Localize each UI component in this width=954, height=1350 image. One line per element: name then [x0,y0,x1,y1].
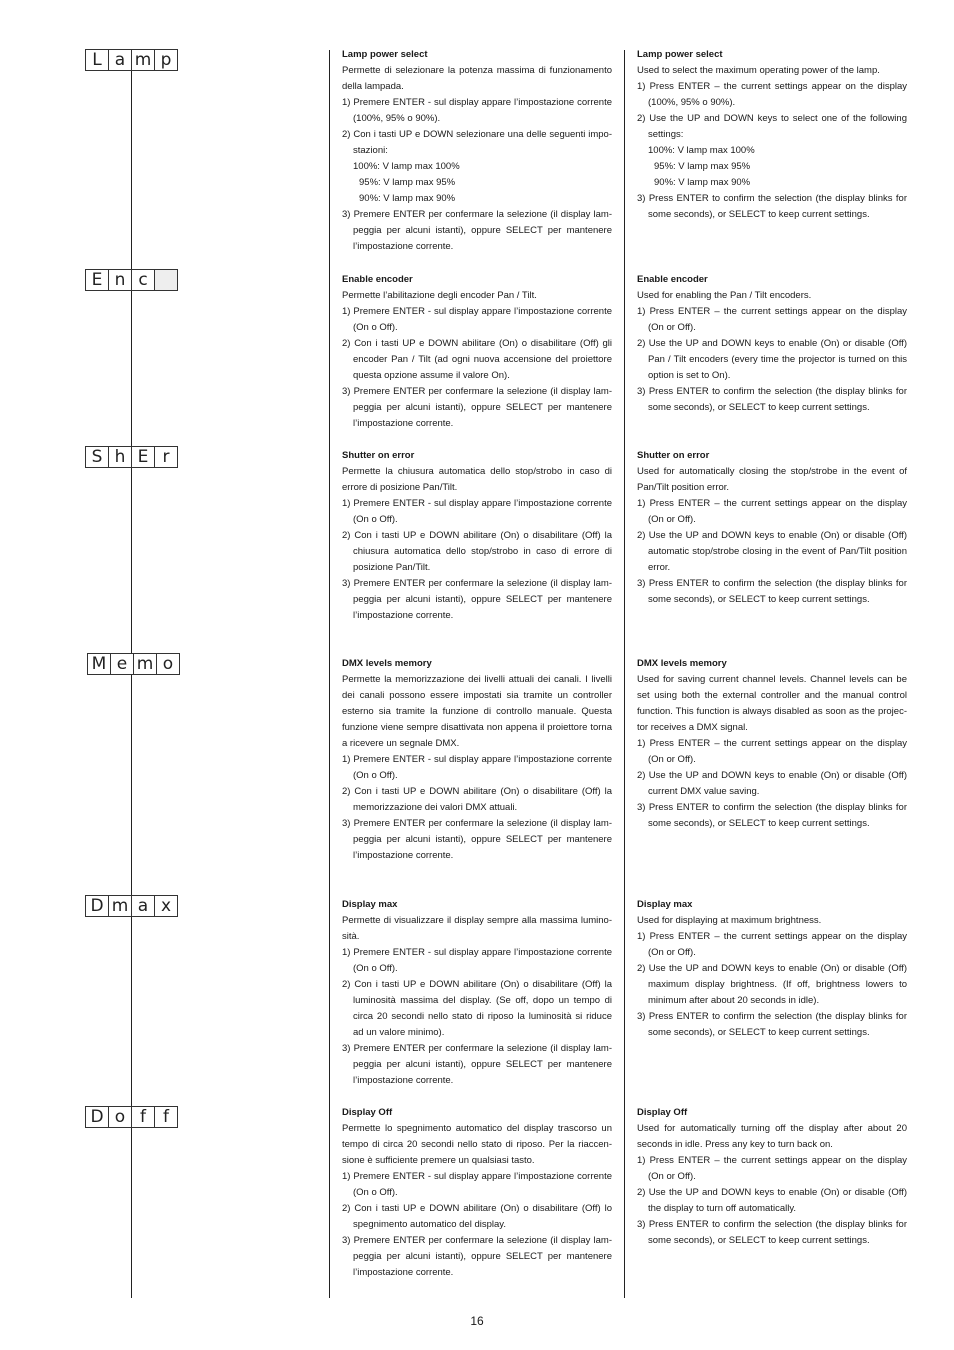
lcd-code-doff [85,1106,177,1128]
section-title: Lamp power select [342,49,428,60]
lcd-char: o [108,1106,132,1128]
option-100: 100%: V lamp max 100% [648,145,755,156]
step-1: 1) Premere ENTER - sul display appare l’impostazione corrente (On o Off). [342,498,612,525]
lcd-char [154,269,178,291]
section-title: Enable encoder [637,274,708,285]
section-description: Permette la memorizzazione dei livelli attuali dei canali. I livelli dei canali possono essere impostati sia tramite un controller esterno sia tramite la funzione di controllo manuale. Questa funzione viene sempre disattivata non appena il proiettore torna a ricevere un segnale DMX. [342,674,612,749]
lcd-char: e [110,653,134,675]
section-title: DMX levels memory [342,658,432,669]
option-90: 90%: V lamp max 90% [654,177,751,188]
section-title: Display Off [342,1107,393,1118]
lcd-char: f [131,1106,155,1128]
step-3: 3) Premere ENTER per confermare la selezione (il display lampeggia per alcuni istanti), oppure SELECT per mantenere l’impostazione corrente. [342,209,612,252]
step-2: 2) Use the UP and DOWN keys to enable (On) or disable (Off) the display to turn off automatically. [637,1187,907,1214]
english-column-line [624,50,625,1298]
lcd-code-memo [87,653,179,675]
lcd-code-sher [85,446,177,468]
lcd-char: p [154,49,178,71]
step-1: 1) Premere ENTER - sul display appare l’impostazione corrente (On o Off). [342,947,612,974]
step-2: 2) Use the UP and DOWN keys to select one of the following settings: [637,113,907,140]
lcd-char: o [156,653,180,675]
step-2: 2) Con i tasti UP e DOWN abilitare (On) o disabilitare (Off) la luminosità massima del display. (Se off, dopo un tempo di circa 20 secondi nello stato di riposo la luminosità si riduce ad un valore minimo). [342,979,612,1038]
it-section-display-max [342,897,612,1089]
en-section-display-off [637,1105,907,1249]
step-1: 1) Press ENTER – the current settings appear on the display (100%, 95% o 90%). [637,81,907,108]
option-100: 100%: V lamp max 100% [353,161,460,172]
step-3: 3) Premere ENTER per confermare la selezione (il display lampeggia per alcuni istanti), oppure SELECT per mantenere l’impostazione corrente. [342,1235,612,1278]
lcd-char: D [85,895,109,917]
page-number: 16 [470,1314,484,1328]
lcd-char: a [131,895,155,917]
section-title: Shutter on error [637,450,710,461]
lcd-char: m [131,49,155,71]
en-section-lamp-power [637,47,907,223]
step-3: 3) Press ENTER to confirm the selection (the display blinks for some seconds), or SELECT to keep current settings. [637,578,907,605]
section-title: Lamp power select [637,49,723,60]
step-1: 1) Premere ENTER - sul display appare l’impostazione corrente (On o Off). [342,306,612,333]
step-3: 3) Press ENTER to confirm the selection (the display blinks for some seconds), or SELECT to keep current settings. [637,1011,907,1038]
lcd-char: f [154,1106,178,1128]
option-95: 95%: V lamp max 95% [359,177,456,188]
step-3: 3) Press ENTER to confirm the selection (the display blinks for some seconds), or SELECT to keep current settings. [637,1219,907,1246]
lcd-char: c [131,269,155,291]
step-1: 1) Press ENTER – the current settings appear on the display (On or Off). [637,1155,907,1182]
lcd-char: m [108,895,132,917]
lcd-char: n [108,269,132,291]
section-description: Used for displaying at maximum brightness. [637,915,822,926]
section-description: Permette lo spegnimento automatico del display trascorso un tempo di circa 20 secondi nello stato di riposo. Per la riaccensione è sufficiente premere un qualsiasi tasto. [342,1123,612,1166]
lcd-char: S [85,446,109,468]
option-90: 90%: V lamp max 90% [359,193,456,204]
lcd-char: L [85,49,109,71]
step-1: 1) Press ENTER – the current settings appear on the display (On or Off). [637,738,907,765]
lcd-char: E [85,269,109,291]
step-3: 3) Premere ENTER per confermare la selezione (il display lampeggia per alcuni istanti), oppure SELECT per mantenere l’impostazione corrente. [342,1043,612,1086]
step-1: 1) Premere ENTER - sul display appare l’impostazione corrente (On o Off). [342,754,612,781]
step-3: 3) Press ENTER to confirm the selection (the display blinks for some seconds), or SELECT to keep current settings. [637,193,907,220]
it-section-shutter-on-error [342,448,612,624]
it-section-dmx-levels-memory [342,656,612,864]
en-section-display-max [637,897,907,1041]
lcd-char: h [108,446,132,468]
lcd-code-dmax [85,895,177,917]
step-2: 2) Use the UP and DOWN keys to enable (On) or disable (Off) Pan / Tilt encoders (every time the projector is turned on this option is set to On). [637,338,907,381]
section-title: Display Off [637,1107,688,1118]
it-section-enable-encoder [342,272,612,432]
step-2: 2) Con i tasti UP e DOWN abilitare (On) o disabilitare (Off) gli encoder Pan / Tilt (ad ogni nuova accensione del proiettore questa opzione assume il valore On). [342,338,612,381]
step-1: 1) Premere ENTER - sul display appare l’impostazione corrente (On o Off). [342,1171,612,1198]
it-section-display-off [342,1105,612,1281]
section-description: Used to select the maximum operating power of the lamp. [637,65,880,76]
section-description: Permette di selezionare la potenza massima di funzionamento della lampada. [342,65,612,92]
lcd-char: r [154,446,178,468]
en-section-dmx-levels-memory [637,656,907,832]
section-title: DMX levels memory [637,658,727,669]
section-description: Used for automatically closing the stop/strobe in the event of Pan/Tilt position error. [637,466,907,493]
step-2: 2) Con i tasti UP e DOWN abilitare (On) o disabilitare (Off) la chiusura automatica dello stop/strobo in caso di errore di posizione Pan/Tilt. [342,530,612,573]
lcd-char: E [131,446,155,468]
step-2: 2) Use the UP and DOWN keys to enable (On) or disable (Off) current DMX value saving. [637,770,907,797]
step-2: 2) Con i tasti UP e DOWN abilitare (On) o disabilitare (Off) la memorizzazione dei valori DMX attuali. [342,786,612,813]
lcd-char: m [133,653,157,675]
section-description: Permette l’abilitazione degli encoder Pan / Tilt. [342,290,537,301]
step-2: 2) Use the UP and DOWN keys to enable (On) or disable (Off) automatic stop/strobe closing in the event of Pan/Tilt position error. [637,530,907,573]
step-3: 3) Press ENTER to confirm the selection (the display blinks for some seconds), or SELECT to keep current settings. [637,802,907,829]
step-2: 2) Use the UP and DOWN keys to enable (On) or disable (Off) maximum display brightness. (If off, brightness lowers to minimum after about 20 seconds in idle). [637,963,907,1006]
section-title: Enable encoder [342,274,413,285]
step-1: 1) Premere ENTER - sul display appare l’impostazione corrente (100%, 95% o 90%). [342,97,612,124]
section-description: Used for saving current channel levels. Channel levels can be set using both the external controller and the manual control function. This function is always disabled as soon as the projector receives a DMX signal. [637,674,907,733]
lcd-code-lamp [85,49,177,71]
option-95: 95%: V lamp max 95% [654,161,751,172]
section-title: Display max [637,899,693,910]
en-section-shutter-on-error [637,448,907,608]
section-description: Used for automatically turning off the display after about 20 seconds in idle. Press any key to turn back on. [637,1123,907,1150]
step-3: 3) Premere ENTER per confermare la selezione (il display lampeggia per alcuni istanti), oppure SELECT per mantenere l’impostazione corrente. [342,578,612,621]
section-description: Permette di visualizzare il display sempre alla massima luminosità. [342,915,612,942]
lcd-char: M [87,653,111,675]
step-3: 3) Press ENTER to confirm the selection (the display blinks for some seconds), or SELECT to keep current settings. [637,386,907,413]
step-1: 1) Press ENTER – the current settings appear on the display (On or Off). [637,498,907,525]
step-3: 3) Premere ENTER per confermare la selezione (il display lampeggia per alcuni istanti), oppure SELECT per mantenere l’impostazione corrente. [342,818,612,861]
step-1: 1) Press ENTER – the current settings appear on the display (On or Off). [637,306,907,333]
lcd-char: D [85,1106,109,1128]
step-2: 2) Con i tasti UP e DOWN abilitare (On) o disabilitare (Off) lo spegnimento automatico del display. [342,1203,612,1230]
italian-column-line [329,50,330,1298]
step-3: 3) Premere ENTER per confermare la selezione (il display lampeggia per alcuni istanti), oppure SELECT per mantenere l’impostazione corrente. [342,386,612,429]
section-title: Shutter on error [342,450,415,461]
step-1: 1) Press ENTER – the current settings appear on the display (On or Off). [637,931,907,958]
lcd-code-enc [85,269,177,291]
step-2: 2) Con i tasti UP e DOWN selezionare una delle seguenti impostazioni: [342,129,612,156]
lcd-char: a [108,49,132,71]
section-description: Permette la chiusura automatica dello stop/strobo in caso di errore di posizione Pan/Tilt. [342,466,612,493]
lcd-char: x [154,895,178,917]
en-section-enable-encoder [637,272,907,416]
section-title: Display max [342,899,398,910]
it-section-lamp-power [342,47,612,255]
section-description: Used for enabling the Pan / Tilt encoders. [637,290,812,301]
